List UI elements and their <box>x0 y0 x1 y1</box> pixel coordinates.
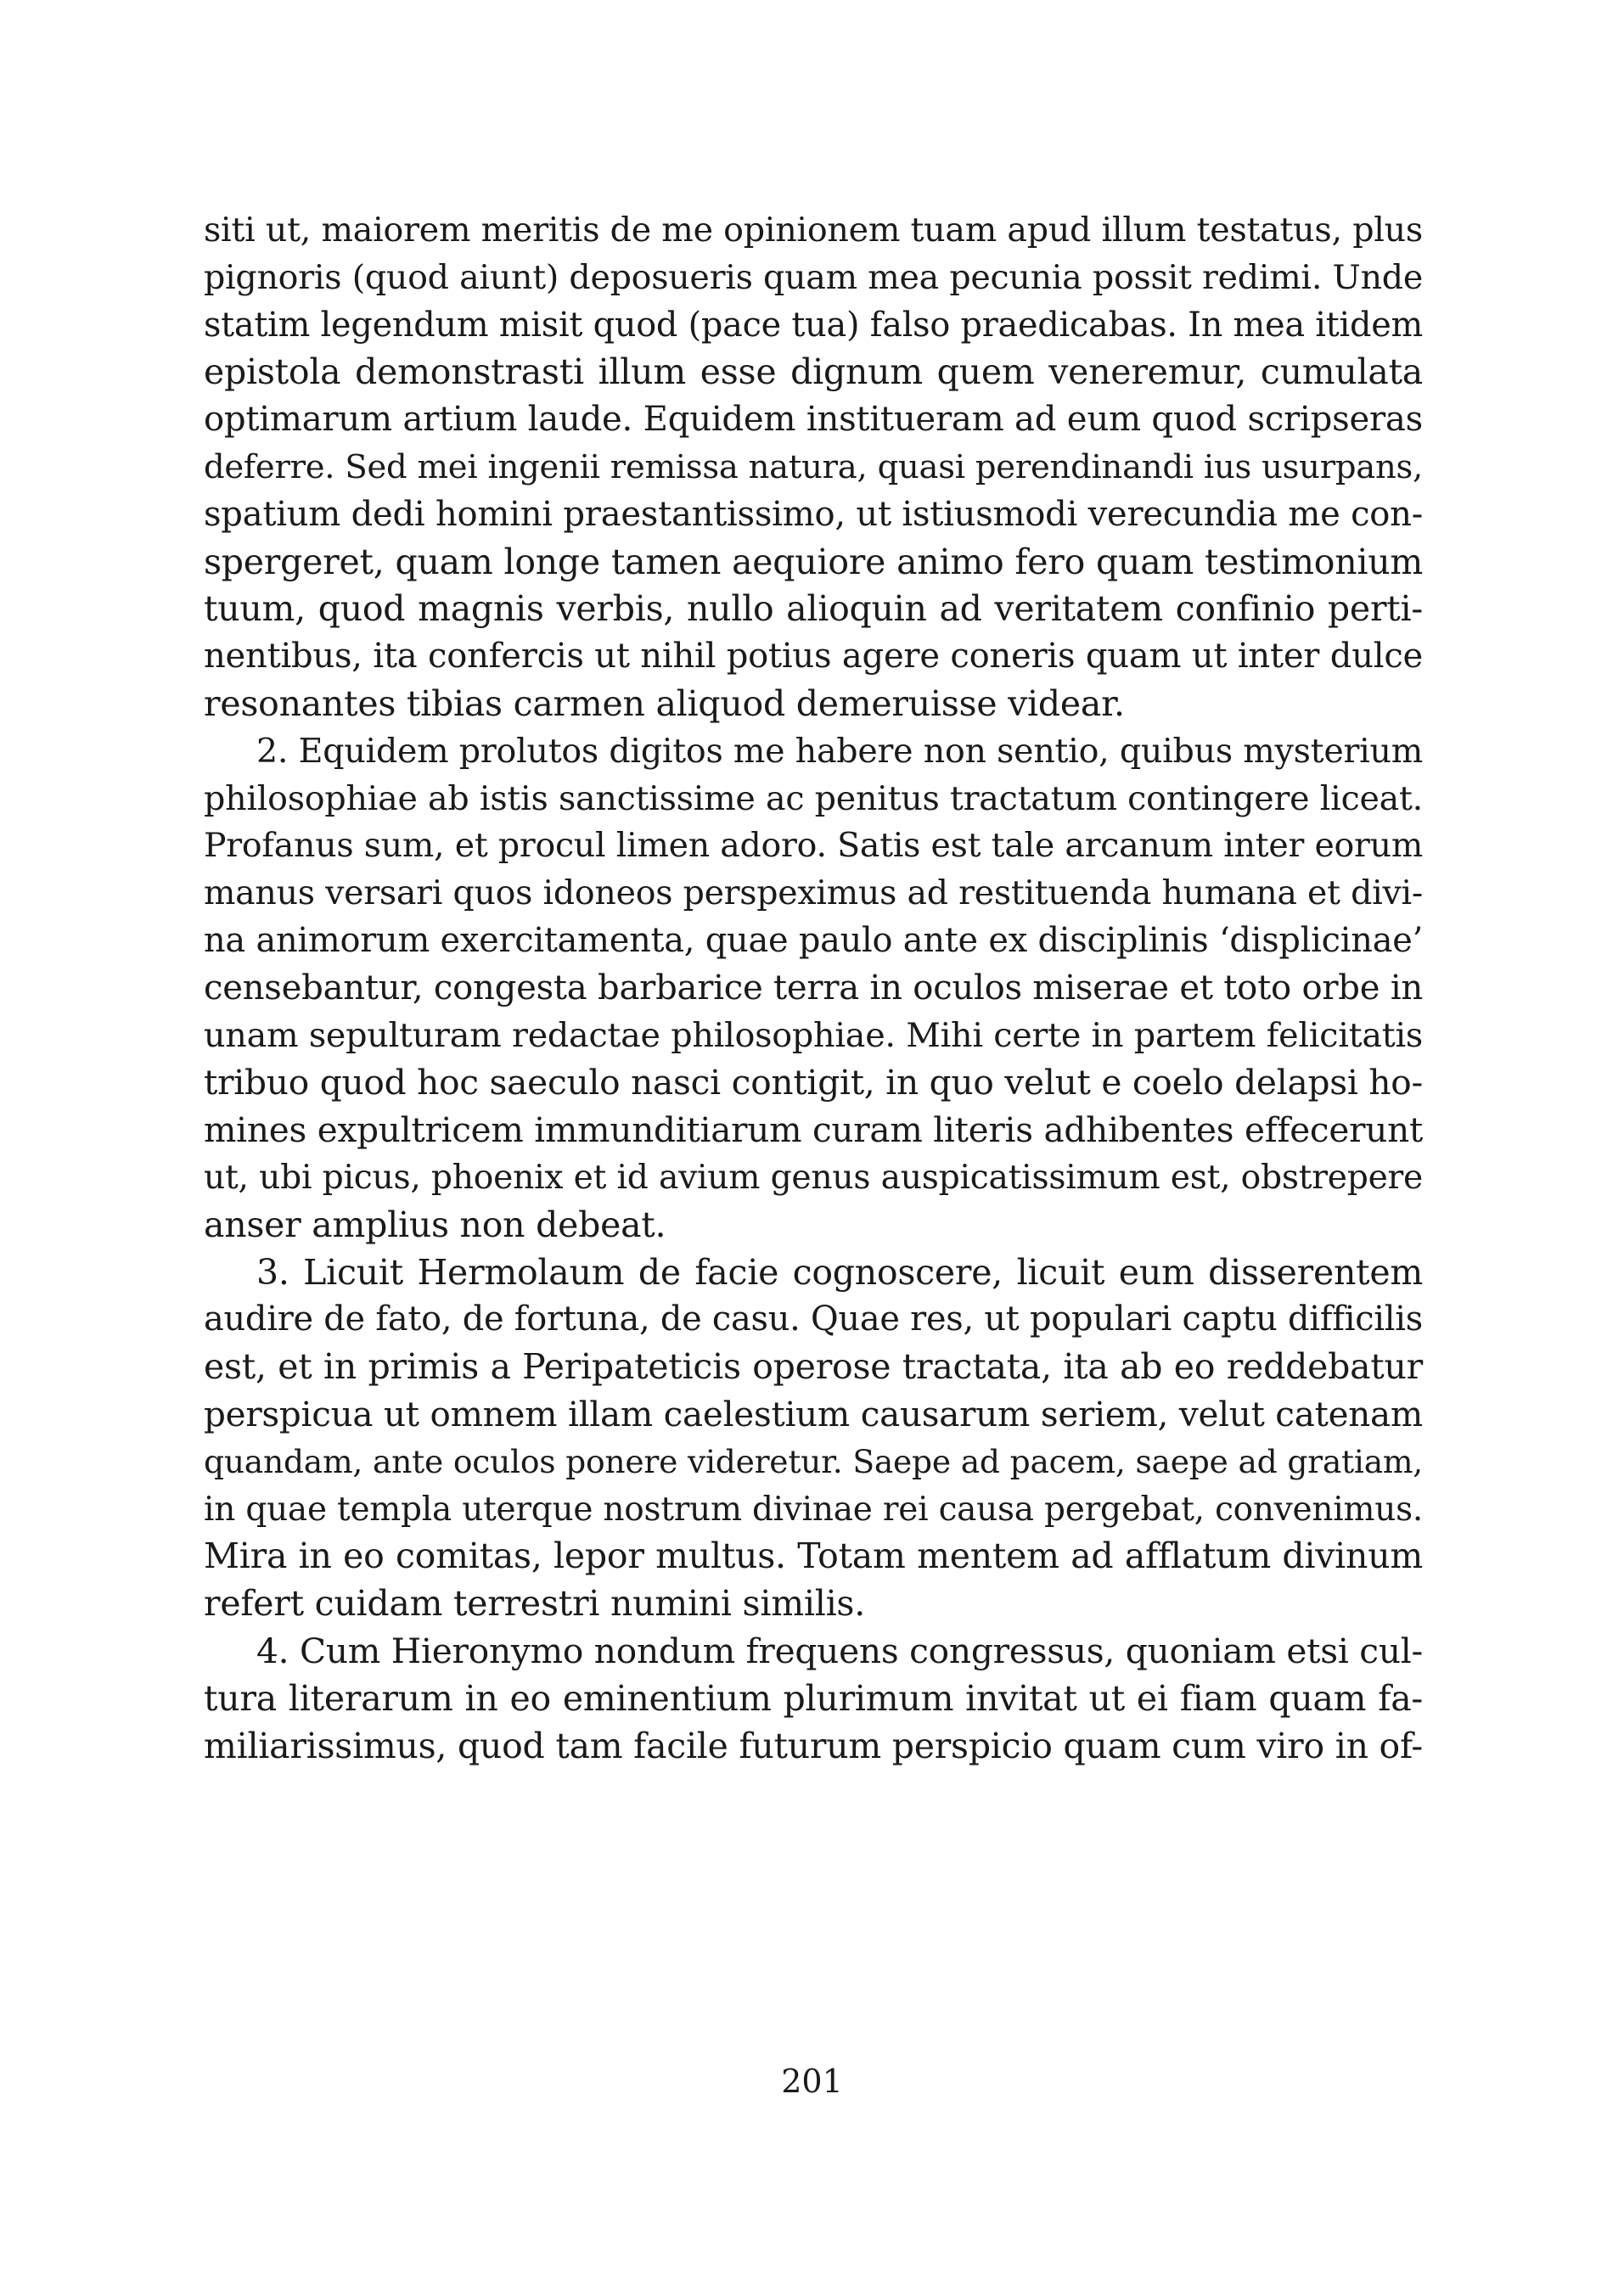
text-line: unam sepulturam redactae philosophiae. Mihi certe in partem felicitatis <box>204 1015 1423 1055</box>
text-line: statim legendum misit quod (pace tua) falso praedicabas. In mea itidem <box>204 305 1423 345</box>
text-line: audire de fato, de fortuna, de casu. Quae res, ut populari captu difficilis <box>204 1300 1423 1339</box>
text-line: censebantur, congesta barbarice terra in oculos miserae et toto orbe in <box>204 968 1423 1008</box>
text-line: manus versari quos idoneos perspeximus ad restituenda humana et divi- <box>204 873 1423 913</box>
text-line: refert cuidam terrestri numini similis. <box>204 1583 865 1625</box>
text-line: 4. Cum Hieronymo nondum frequens congressus, quoniam etsi cul- <box>256 1630 1423 1671</box>
text-line: est, et in primis a Peripateticis operose tractata, ita ab eo reddebatur <box>204 1346 1423 1388</box>
text-line: 2. Equidem prolutos digitos me habere non sentio, quibus mysterium <box>256 731 1423 771</box>
text-line: miliarissimus, quod tam facile futurum perspicio quam cum viro in of- <box>204 1725 1423 1766</box>
text-line: Profanus sum, et procul limen adoro. Satis est tale arcanum inter eorum <box>204 826 1423 866</box>
text-line: deferre. Sed mei ingenii remissa natura, quasi perendinandi ius usurpans, <box>204 447 1423 486</box>
text-line: spatium dedi homini praestantissimo, ut istiusmodi verecundia me con- <box>204 494 1423 534</box>
text-line: 3. Licuit Hermolaum de facie cognoscere, licuit eum disserentem <box>256 1251 1423 1293</box>
text-line: Mira in eo comitas, lepor multus. Totam mentem ad afflatum divinum <box>204 1535 1423 1577</box>
text-line: in quae templa uterque nostrum divinae rei causa pergebat, convenimus. <box>204 1490 1423 1529</box>
text-line: tuum, quod magnis verbis, nullo alioquin ad veritatem confinio perti- <box>204 588 1423 630</box>
text-line: tribuo quod hoc saeculo nasci contigit, in quo velut e coelo delapsi ho- <box>204 1062 1423 1103</box>
text-line: epistola demonstrasti illum esse dignum quem veneremur, cumulata <box>204 351 1423 393</box>
text-line: mines expultricem immunditiarum curam literis adhibentes effecerunt <box>204 1109 1423 1151</box>
page-number: 201 <box>781 2063 843 2100</box>
text-line: na animorum exercitamenta, quae paulo ante ex disciplinis ‘displicinae’ <box>204 920 1423 960</box>
text-line: resonantes tibias carmen aliquod demeruisse videar. <box>204 682 1125 724</box>
text-line: perspicua ut omnem illam caelestium causarum seriem, velut catenam <box>204 1393 1423 1434</box>
text-line: optimarum artium laude. Equidem institueram ad eum quod scripseras <box>204 400 1423 440</box>
text-line: siti ut, maiorem meritis de me opinionem tuam apud illum testatus, plus <box>204 211 1423 250</box>
text-line: spergeret, quam longe tamen aequiore animo fero quam testimonium <box>204 541 1423 582</box>
text-line: tura literarum in eo eminentium plurimum invitat ut ei fiam quam fa- <box>204 1677 1423 1719</box>
text-line: ut, ubi picus, phoenix et id avium genus auspicatissimum est, obstrepere <box>204 1158 1423 1197</box>
text-line: philosophiae ab istis sanctissime ac penitus tractatum contingere liceat. <box>204 778 1423 818</box>
text-line: quandam, ante oculos ponere videretur. Saepe ad pacem, saepe ad gratiam, <box>204 1442 1423 1480</box>
text-line: nentibus, ita confercis ut nihil potius agere coneris quam ut inter dulce <box>204 637 1423 676</box>
body-text <box>204 207 1423 1770</box>
text-line: pignoris (quod aiunt) deposueris quam mea pecunia possit redimi. Unde <box>204 257 1423 297</box>
text-line: anser amplius non debeat. <box>204 1204 666 1245</box>
